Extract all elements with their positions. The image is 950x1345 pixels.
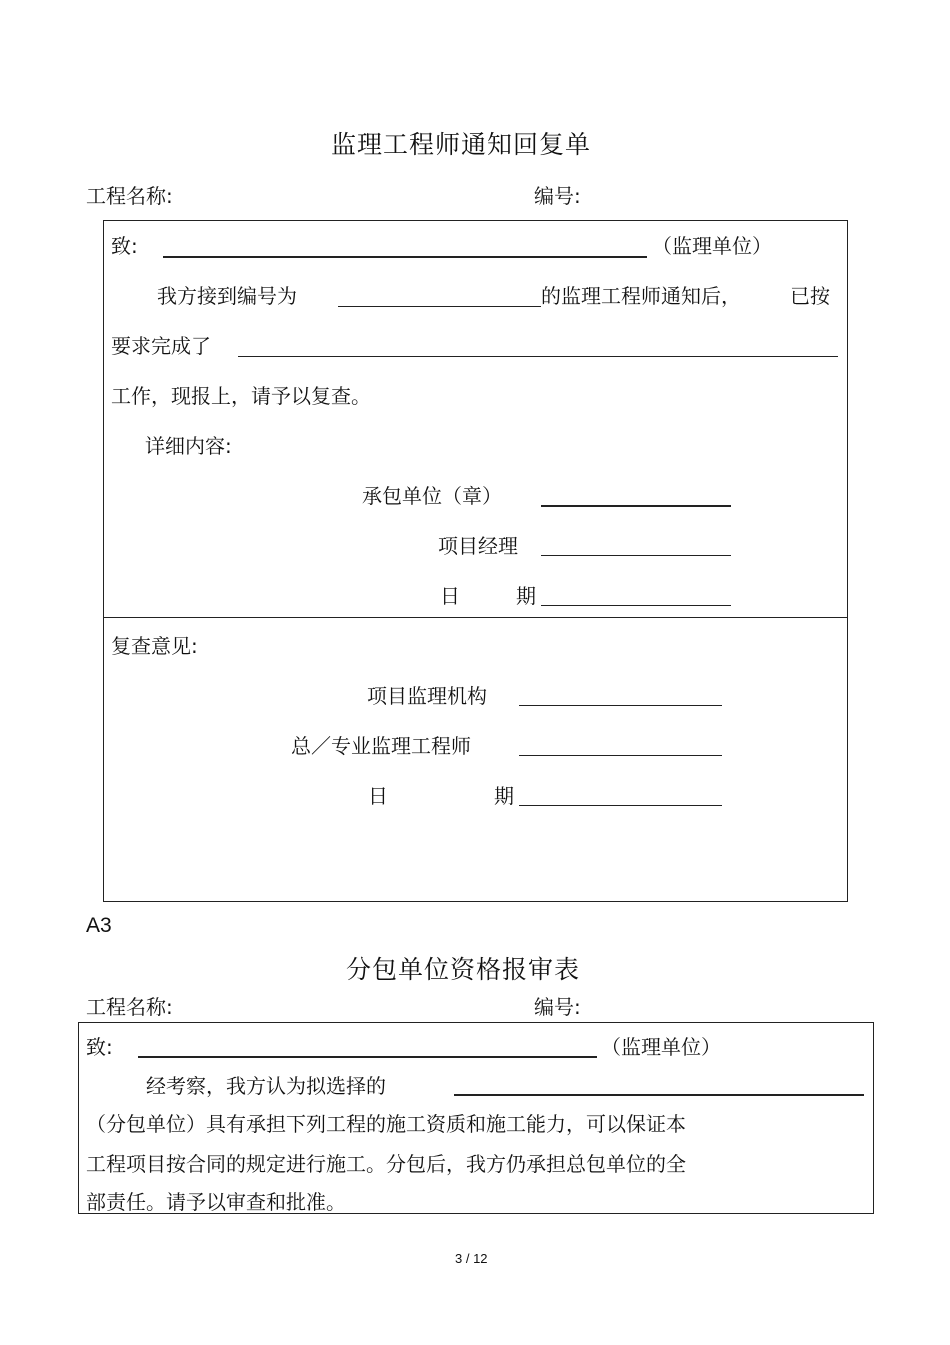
form1-date-label-b: 期 — [516, 584, 536, 608]
form2-subcontractor-blank[interactable] — [454, 1094, 864, 1096]
form2-para4: 部责任。请予以审查和批准。 — [86, 1190, 346, 1214]
form2-number-label: 编号: — [534, 995, 581, 1019]
form1-supervision-org-blank[interactable] — [519, 705, 722, 706]
page-number: 3 / 12 — [455, 1251, 488, 1266]
form1-review-label: 复查意见: — [111, 634, 198, 658]
form1-contractor-seal-blank[interactable] — [541, 505, 731, 507]
form1-notice-number-blank[interactable] — [338, 306, 541, 307]
section-code: A3 — [86, 914, 112, 937]
form1-chief-engineer-label: 总／专业监理工程师 — [291, 734, 471, 758]
form1-details-label: 详细内容: — [145, 434, 232, 458]
form1-chief-engineer-blank[interactable] — [519, 755, 722, 756]
form2-supervisor-unit: （监理单位） — [601, 1035, 721, 1059]
form1-contractor-seal-label: 承包单位（章） — [362, 484, 502, 508]
form1-project-manager-label: 项目经理 — [438, 534, 518, 558]
form2-title: 分包单位资格报审表 — [346, 955, 581, 984]
form1-date2-label-a: 日 — [368, 784, 388, 808]
form1-table — [103, 220, 848, 902]
form1-completed-work-blank[interactable] — [238, 356, 838, 357]
form1-date-label-a: 日 — [440, 584, 460, 608]
form1-number-label: 编号: — [534, 184, 581, 208]
form1-para1-a: 我方接到编号为 — [157, 284, 297, 308]
form1-date2-blank[interactable] — [519, 805, 722, 806]
form2-para1-a: 经考察，我方认为拟选择的 — [146, 1074, 386, 1098]
form1-para1-c: 已按 — [790, 284, 830, 308]
form1-para3: 工作，现报上，请予以复查。 — [111, 384, 371, 408]
form1-title: 监理工程师通知回复单 — [331, 130, 592, 159]
form1-project-name-label: 工程名称: — [86, 184, 173, 208]
form2-to-label: 致: — [86, 1035, 113, 1059]
form1-para2-a: 要求完成了 — [111, 334, 211, 358]
form2-to-blank[interactable] — [138, 1056, 597, 1058]
form1-supervision-org-label: 项目监理机构 — [367, 684, 487, 708]
form1-to-blank[interactable] — [163, 256, 647, 258]
form1-project-manager-blank[interactable] — [541, 555, 731, 556]
form1-row-divider — [103, 617, 848, 618]
form1-date-blank[interactable] — [541, 605, 731, 606]
form1-to-label: 致: — [111, 234, 138, 258]
form1-supervisor-unit: （监理单位） — [652, 234, 772, 258]
form2-para3: 工程项目按合同的规定进行施工。分包后，我方仍承担总包单位的全 — [86, 1152, 686, 1176]
form2-project-name-label: 工程名称: — [86, 995, 173, 1019]
form2-para2: （分包单位）具有承担下列工程的施工资质和施工能力，可以保证本 — [86, 1112, 686, 1136]
form1-para1-b: 的监理工程师通知后， — [541, 284, 741, 308]
form1-date2-label-b: 期 — [494, 784, 514, 808]
